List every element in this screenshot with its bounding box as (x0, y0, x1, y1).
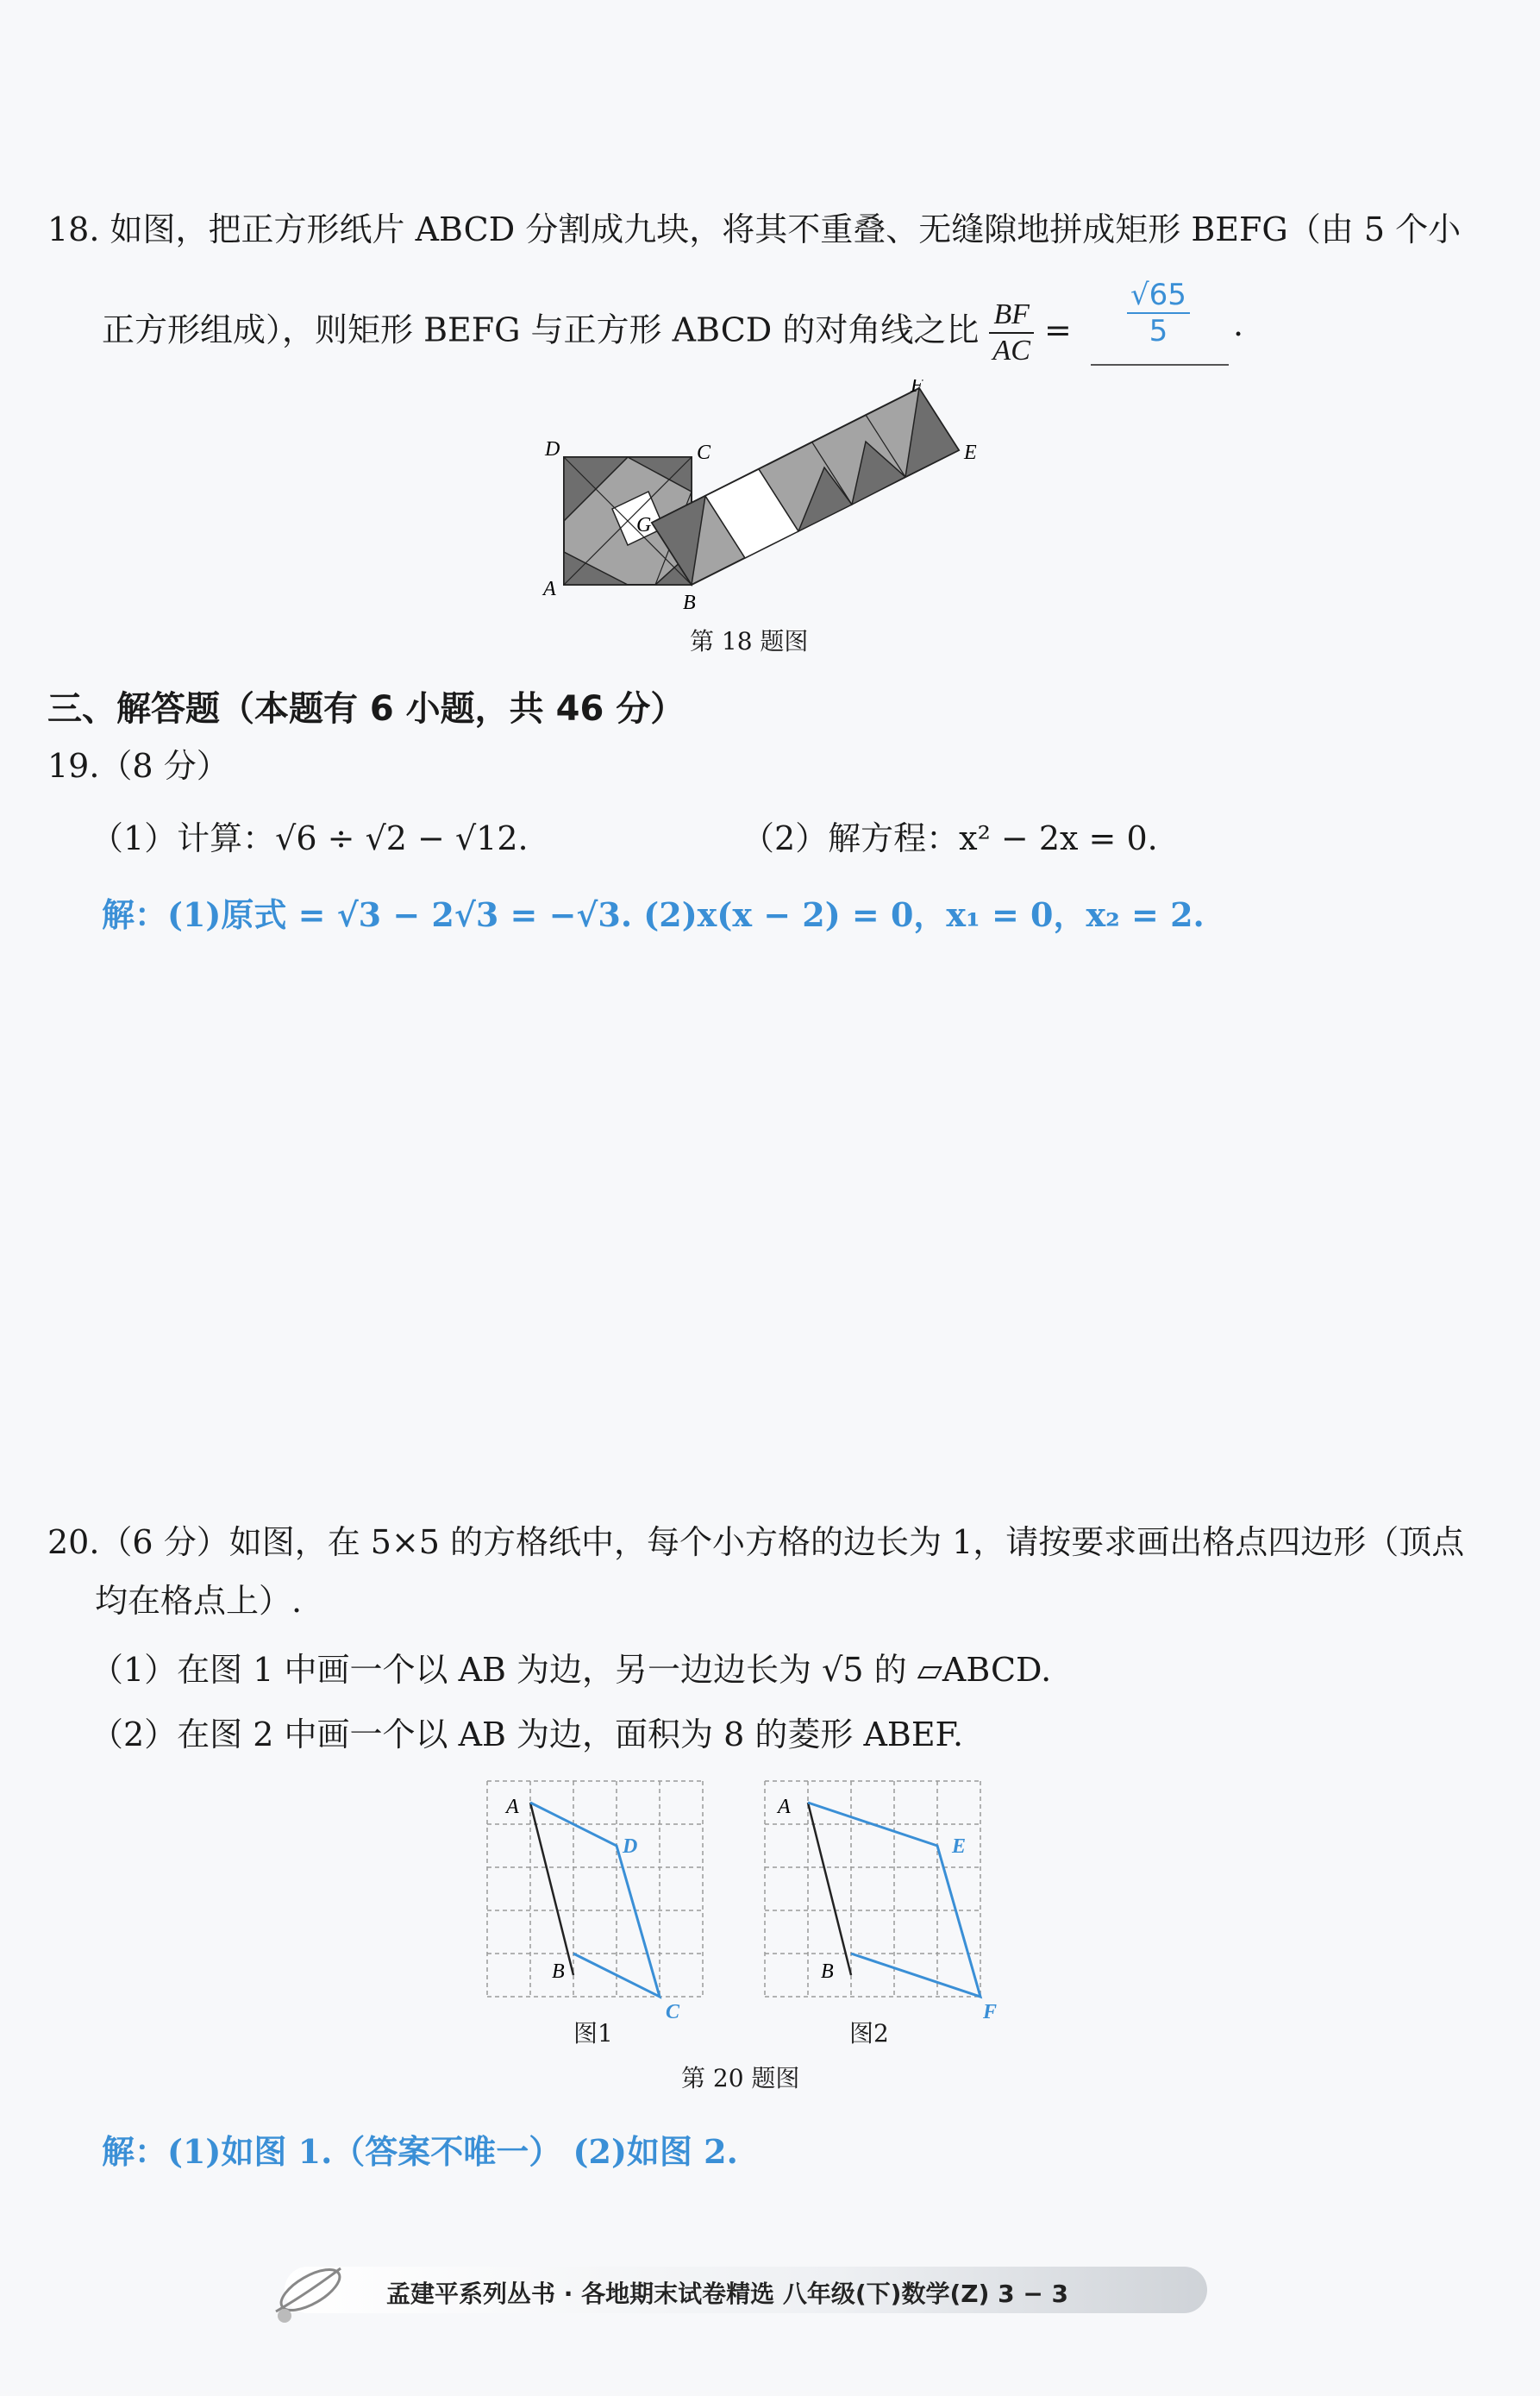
q19-header: 19.（8 分） (47, 747, 229, 785)
segment-ab (530, 1803, 573, 1975)
q19-part2: （2）解方程：x² − 2x = 0. (742, 819, 1158, 857)
q18-figure (535, 379, 983, 621)
q18-ratio-den: AC (992, 335, 1030, 367)
label-e: E (964, 442, 977, 464)
q18-answer-blank (1091, 278, 1229, 366)
q18-equals: = (1043, 310, 1072, 349)
fig1-label-b: B (552, 1960, 565, 1983)
grid-lines (765, 1781, 980, 1997)
label-b: B (683, 592, 696, 614)
fig2-label-a: A (778, 1796, 791, 1818)
q20-solution: 解：(1)如图 1.（答案不唯一） (2)如图 2. (102, 2132, 738, 2171)
q18-line2-text: 正方形组成），则矩形 BEFG 与正方形 ABCD 的对角线之比 (102, 310, 980, 349)
q18-answer-den: 5 (1149, 314, 1168, 348)
fig2-caption: 图2 (849, 2019, 889, 2048)
label-d: D (545, 438, 560, 461)
leaf-logo-icon (259, 2242, 354, 2337)
q18-period: . (1233, 305, 1244, 343)
label-f: F (911, 379, 923, 397)
segment-ab (808, 1803, 851, 1975)
q19-part1: （1）计算：√6 ÷ √2 − √12. (91, 819, 529, 857)
label-c: C (697, 442, 711, 464)
section3-title: 三、解答题（本题有 6 小题，共 46 分） (47, 689, 685, 729)
fig1-label-d: D (623, 1835, 638, 1858)
q20-part1: （1）在图 1 中画一个以 AB 为边，另一边边长为 √5 的 ▱ABCD. (91, 1651, 1052, 1689)
q18-answer-num: √65 (1127, 278, 1190, 314)
fig1-caption: 图1 (573, 2019, 613, 2048)
footer-text: 孟建平系列丛书 · 各地期末试卷精选 八年级(下)数学(Z) 3 − 3 (386, 2280, 1069, 2308)
q20-figure2 (752, 1772, 1002, 2023)
label-g: G (636, 514, 652, 536)
fig1-label-a: A (506, 1796, 519, 1818)
q19-solution: 解：(1)原式 = √3 − 2√3 = −√3. (2)x(x − 2) = 0，x₁ = 0，x₂ = 2. (102, 895, 1205, 934)
q18-line1: 18. 如图，把正方形纸片 ABCD 分割成九块，将其不重叠、无缝隙地拼成矩形 BEFG（由 5 个小 (47, 210, 1462, 248)
fig1-label-c: C (666, 2001, 680, 2023)
q20-caption: 第 20 题图 (681, 2064, 800, 2092)
q20-line2: 均在格点上）. (95, 1582, 303, 1620)
fig2-label-e: E (952, 1835, 967, 1858)
label-a: A (543, 578, 556, 600)
q18-answer-fraction (1127, 278, 1190, 348)
q18-ratio-num: BF (989, 298, 1033, 334)
parallelogram-abcd (530, 1803, 660, 1997)
q18-ratio-fraction (989, 298, 1033, 368)
q20-line1: 20.（6 分）如图，在 5×5 的方格纸中，每个小方格的边长为 1，请按要求画出格点四边形（顶点 (47, 1523, 1465, 1561)
fig2-label-f: F (983, 2001, 998, 2023)
q20-part2: （2）在图 2 中画一个以 AB 为边，面积为 8 的菱形 ABEF. (91, 1715, 964, 1753)
q18-line2 (102, 298, 1072, 368)
fig2-label-b: B (821, 1960, 834, 1983)
q18-caption: 第 18 题图 (690, 627, 809, 655)
rectangle-befg (652, 388, 959, 585)
q20-figure1 (474, 1772, 724, 2023)
